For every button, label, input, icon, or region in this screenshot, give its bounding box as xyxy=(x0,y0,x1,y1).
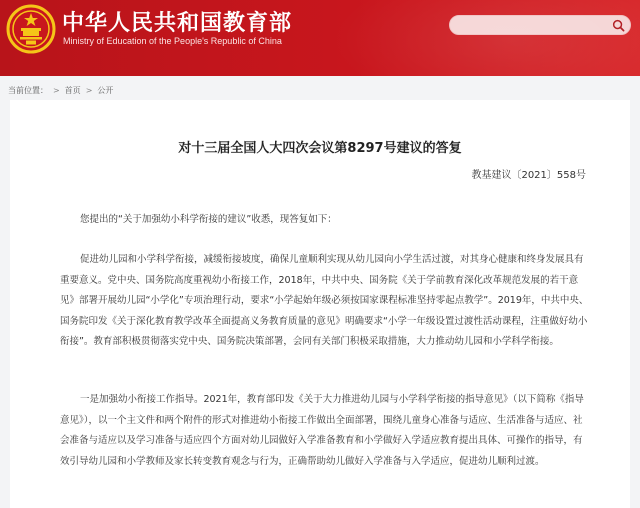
site-subtitle: Ministry of Education of the People's Republic of China xyxy=(63,36,282,46)
breadcrumb-label: 当前位置： xyxy=(8,85,48,95)
breadcrumb-separator: > xyxy=(85,85,93,95)
paragraph-intro: 您提出的“关于加强幼小科学衔接的建议”收悉，现答复如下： xyxy=(79,214,337,225)
breadcrumb-public-link[interactable]: 公开 xyxy=(97,85,114,95)
document-number: 教基建议〔2021〕558号 xyxy=(471,170,586,181)
breadcrumb-separator: > xyxy=(53,85,60,95)
national-emblem-icon[interactable] xyxy=(6,4,56,54)
article-content xyxy=(10,100,630,508)
paragraph-background: 促进幼儿园和小学科学衔接，减缓衔接坡度，确保儿童顺利实现从幼儿园向小学生活过渡，对其身心健康和终身发展具有重要意义。党中央、国务院高度重视幼小衔接工作，2018年，中共中央、国务院《关于学前教育深化改革规范发展的若干意见》部署开展幼儿园“小学化”专项治理行动，要求“小学起始年级必须按国家课程标准坚持零起点教学”。2019年，中共中央、国务院印发《关于深化教育教学改革全面提高义务教育质量的意见》明确要求“小学一年级设置过渡性活动课程，注重做好幼小衔接”。教育部积极贯彻落实党中央、国务院决策部署，会同有关部门积极采取措施，大力推动幼儿园和小学科学衔接。 xyxy=(60,254,589,348)
site-title: 中华人民共和国教育部 xyxy=(62,11,293,36)
search-input[interactable] xyxy=(458,18,603,32)
site-header xyxy=(0,0,640,76)
breadcrumb xyxy=(8,83,113,97)
paragraph-measure-one: 一是加强幼小衔接工作指导。2021年，教育部印发《关于大力推进幼儿园与小学科学衔接的指导意见》（以下简称《指导意见》），以一个主文件和两个附件的形式对推进幼小衔接工作做出全面部署，围绕儿童身心准备与适应、生活准备与适应、社会准备与适应以及学习准备与适应四个方面对幼儿园做好入学准备教育和小学做好入学适应教育提出具体、可操作的指导，有效引导幼儿园和小学教师及家长转变教育观念与行为，正确帮助幼儿做好入学准备与入学适应，促进幼儿顺利过渡。 xyxy=(60,394,584,467)
breadcrumb-home-link[interactable]: 首页 xyxy=(64,85,81,95)
search-box xyxy=(449,15,631,35)
search-icon[interactable] xyxy=(612,19,625,32)
document-title: 对十三届全国人大四次会议第8297号建议的答复 xyxy=(178,141,462,156)
